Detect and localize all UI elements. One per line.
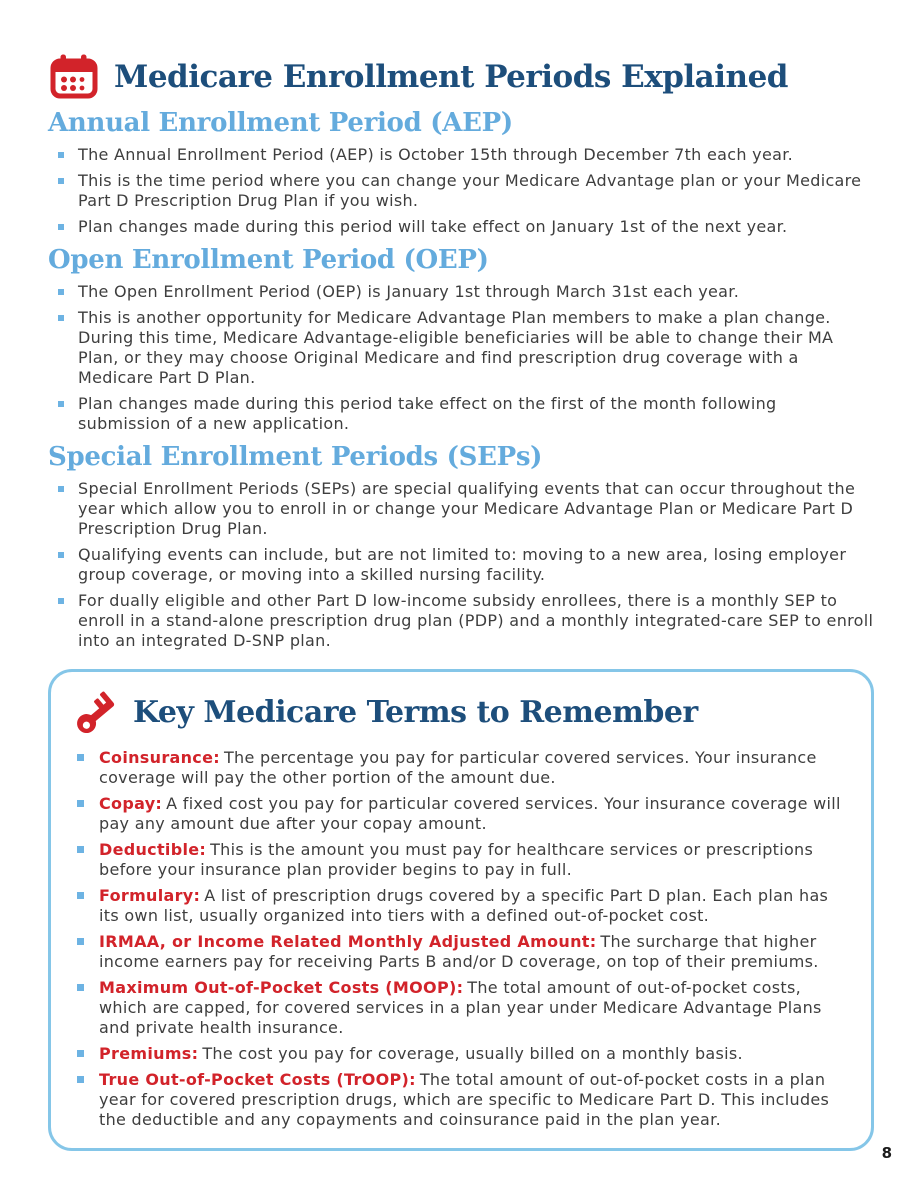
list-item: Qualifying events can include, but are not limited to: moving to a new area, losing employer group coverage, or moving into a skilled nursing facility. bbox=[48, 545, 874, 585]
term-item bbox=[71, 1070, 847, 1130]
section-oep bbox=[48, 246, 874, 434]
list-item: Special Enrollment Periods (SEPs) are special qualifying events that can occur throughout the year which allow you to enroll in or change your Medicare Advantage Plan or Medicare Part D Prescription Drug Plan. bbox=[48, 479, 874, 539]
key-terms-box bbox=[48, 669, 874, 1151]
list-item: This is the time period where you can change your Medicare Advantage plan or your Medicare Part D Prescription Drug Plan if you wish. bbox=[48, 171, 874, 211]
term-label: Maximum Out-of-Pocket Costs (MOOP): bbox=[99, 977, 464, 997]
section-heading-seps: Special Enrollment Periods (SEPs) bbox=[48, 441, 543, 472]
calendar-icon bbox=[50, 54, 98, 99]
term-label: Deductible: bbox=[99, 839, 207, 859]
key-icon bbox=[73, 688, 119, 738]
term-item bbox=[71, 794, 847, 834]
list-item: For dually eligible and other Part D low-income subsidy enrollees, there is a monthly SEP to enroll in a stand-alone prescription drug plan (PDP) and a monthly integrated-care SEP to enroll into an integrated D-SNP plan. bbox=[48, 591, 874, 651]
term-item bbox=[71, 748, 847, 788]
term-definition: A list of prescription drugs covered by a specific Part D plan. Each plan has its own list, usually organized into tiers with a defined out-of-pocket cost. bbox=[99, 885, 829, 925]
term-item bbox=[71, 840, 847, 880]
list-item: Plan changes made during this period will take effect on January 1st of the next year. bbox=[48, 217, 874, 237]
term-label: IRMAA, or Income Related Monthly Adjusted Amount: bbox=[99, 931, 597, 951]
terms-list bbox=[71, 748, 847, 1130]
term-definition: The surcharge that higher income earners pay for receiving Parts B and/or D coverage, on top of their premiums. bbox=[99, 931, 819, 971]
term-item bbox=[71, 886, 847, 926]
section-aep bbox=[48, 109, 874, 237]
term-label: Coinsurance: bbox=[99, 747, 220, 767]
term-definition: The cost you pay for coverage, usually billed on a monthly basis. bbox=[202, 1043, 743, 1063]
page-number: 8 bbox=[881, 1144, 892, 1162]
term-definition: The total amount of out-of-pocket costs, which are capped, for covered services in a plan year under Medicare Advantage Plans and private health insurance. bbox=[99, 977, 822, 1037]
term-label: Premiums: bbox=[99, 1043, 199, 1063]
bullet-list-aep bbox=[48, 145, 874, 237]
page-title: Medicare Enrollment Periods Explained bbox=[114, 58, 788, 95]
section-heading-oep: Open Enrollment Period (OEP) bbox=[48, 244, 489, 275]
list-item: This is another opportunity for Medicare Advantage Plan members to make a plan change. During this time, Medicare Advantage-eligible beneficiaries will be able to change their MA Plan, or they may choose Original Medicare and find prescription drug coverage with a Medicare Part D Plan. bbox=[48, 308, 874, 388]
bullet-list-oep bbox=[48, 282, 874, 434]
list-item: The Annual Enrollment Period (AEP) is October 15th through December 7th each year. bbox=[48, 145, 874, 165]
term-definition: This is the amount you must pay for healthcare services or prescriptions before your insurance plan provider begins to pay in full. bbox=[99, 839, 814, 879]
page-header bbox=[50, 54, 874, 99]
list-item: Plan changes made during this period take effect on the first of the month following submission of a new application. bbox=[48, 394, 874, 434]
term-label: Formulary: bbox=[99, 885, 201, 905]
term-definition: A fixed cost you pay for particular covered services. Your insurance coverage will pay any amount due after your copay amount. bbox=[99, 793, 841, 833]
terms-box-title: Key Medicare Terms to Remember bbox=[133, 695, 698, 731]
term-definition: The total amount of out-of-pocket costs in a plan year for covered prescription drugs, which are specific to Medicare Part D. This includes the deductible and any copayments and coinsurance paid in the plan year. bbox=[99, 1069, 830, 1129]
term-item bbox=[71, 1044, 847, 1064]
bullet-list-seps bbox=[48, 479, 874, 651]
terms-box-header bbox=[73, 688, 847, 738]
term-item bbox=[71, 932, 847, 972]
list-item: The Open Enrollment Period (OEP) is January 1st through March 31st each year. bbox=[48, 282, 874, 302]
term-definition: The percentage you pay for particular covered services. Your insurance coverage will pay the other portion of the amount due. bbox=[99, 747, 817, 787]
term-label: True Out-of-Pocket Costs (TrOOP): bbox=[99, 1069, 416, 1089]
term-label: Copay: bbox=[99, 793, 163, 813]
section-seps bbox=[48, 443, 874, 651]
section-heading-aep: Annual Enrollment Period (AEP) bbox=[48, 108, 513, 138]
term-item bbox=[71, 978, 847, 1038]
